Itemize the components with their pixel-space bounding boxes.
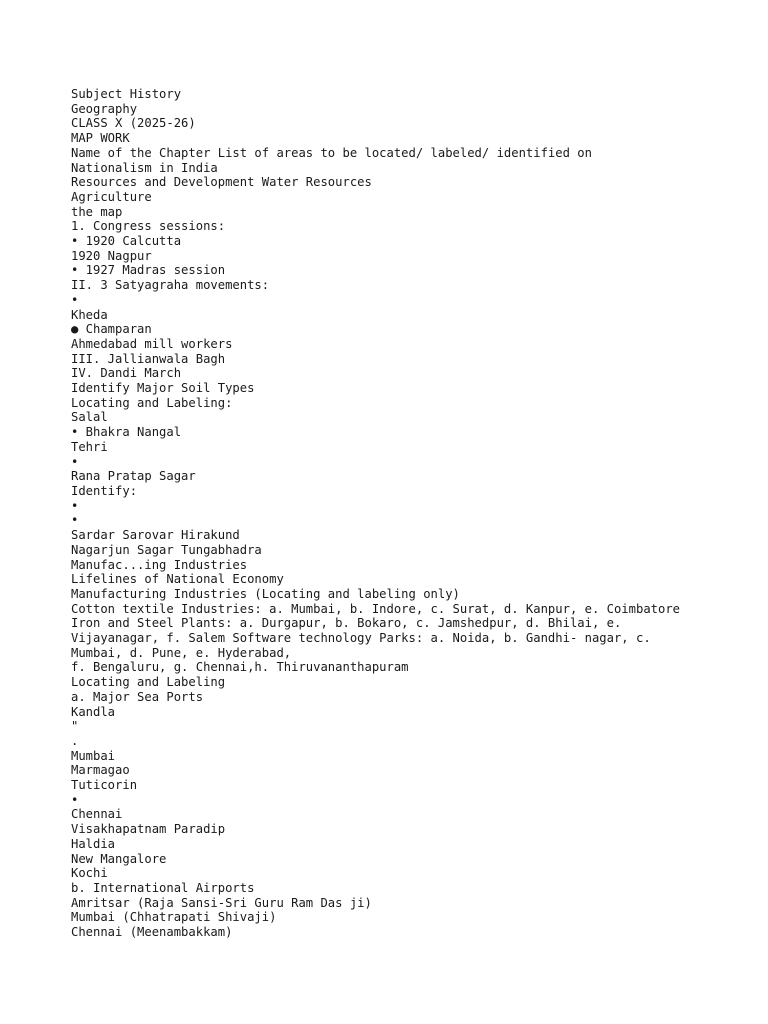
doc-line: Mumbai, d. Pune, e. Hyderabad, xyxy=(71,645,292,660)
doc-line: • 1927 Madras session xyxy=(71,263,226,278)
doc-line: Chennai xyxy=(71,807,123,822)
doc-line: 1920 Nagpur xyxy=(71,248,152,263)
doc-line: a. Major Sea Ports xyxy=(71,689,204,704)
doc-line: Mumbai xyxy=(71,748,116,763)
doc-line: Amritsar (Raja Sansi-Sri Guru Ram Das ji) xyxy=(71,895,372,910)
doc-line: III. Jallianwala Bagh xyxy=(71,351,226,366)
doc-line: b. International Airports xyxy=(71,880,255,895)
doc-line: Kandla xyxy=(71,704,116,719)
doc-line: Mumbai (Chhatrapati Shivaji) xyxy=(71,910,277,925)
doc-line: Vijayanagar, f. Salem Software technology Parks: a. Noida, b. Gandhi- nagar, c. xyxy=(71,631,651,646)
doc-line: 1. Congress sessions: xyxy=(71,219,226,234)
doc-line: Nationalism in India xyxy=(71,160,218,175)
doc-line: Geography xyxy=(71,101,138,116)
doc-line: Nagarjun Sagar Tungabhadra xyxy=(71,542,262,557)
doc-line: • Bhakra Nangal xyxy=(71,425,182,440)
doc-line: Identify Major Soil Types xyxy=(71,381,255,396)
doc-line: New Mangalore xyxy=(71,851,167,866)
doc-line: the map xyxy=(71,204,123,219)
doc-line: Tuticorin xyxy=(71,778,138,793)
doc-line: • xyxy=(71,292,79,307)
doc-line: Subject History xyxy=(71,87,182,101)
doc-line: • xyxy=(71,454,79,469)
doc-line: Visakhapatnam Paradip xyxy=(71,822,226,837)
doc-line: • xyxy=(71,513,79,528)
doc-line: . xyxy=(71,733,79,748)
doc-line: Chennai (Meenambakkam) xyxy=(71,925,233,940)
doc-line: Resources and Development Water Resources xyxy=(71,175,372,190)
doc-line: Sardar Sarovar Hirakund xyxy=(71,528,240,543)
doc-line: Haldia xyxy=(71,836,116,851)
doc-line: • 1920 Calcutta xyxy=(71,234,182,249)
doc-line: Kheda xyxy=(71,307,108,322)
doc-line: IV. Dandi March xyxy=(71,366,182,381)
doc-line: MAP WORK xyxy=(71,131,130,146)
doc-line: II. 3 Satyagraha movements: xyxy=(71,278,270,293)
doc-line: Lifelines of National Economy xyxy=(71,572,284,587)
doc-line: Rana Pratap Sagar xyxy=(71,469,196,484)
doc-line: Tehri xyxy=(71,439,108,454)
doc-line: Kochi xyxy=(71,866,108,881)
doc-line: • xyxy=(71,498,79,513)
doc-line: f. Bengaluru, g. Chennai,h. Thiruvananthapuram xyxy=(71,660,409,675)
document-body xyxy=(71,87,751,940)
doc-line: Manufac...ing Industries xyxy=(71,557,248,572)
doc-line: Agriculture xyxy=(71,189,152,204)
doc-line: Manufacturing Industries (Locating and labeling only) xyxy=(71,586,460,601)
doc-line: Salal xyxy=(71,410,108,425)
doc-line: ● Champaran xyxy=(71,322,152,337)
doc-line: Iron and Steel Plants: a. Durgapur, b. Bokaro, c. Jamshedpur, d. Bhilai, e. xyxy=(71,616,622,631)
doc-line: Cotton textile Industries: a. Mumbai, b. Indore, c. Surat, d. Kanpur, e. Coimbatore xyxy=(71,601,681,616)
doc-line: Name of the Chapter List of areas to be located/ labeled/ identified on xyxy=(71,145,592,160)
doc-line: " xyxy=(71,719,79,734)
doc-line: • xyxy=(71,792,79,807)
doc-line: Locating and Labeling: xyxy=(71,395,233,410)
doc-line: CLASS X (2025-26) xyxy=(71,116,196,131)
doc-line: Marmagao xyxy=(71,763,130,778)
doc-line: Ahmedabad mill workers xyxy=(71,336,233,351)
doc-line: Locating and Labeling xyxy=(71,675,226,690)
doc-line: Identify: xyxy=(71,483,138,498)
